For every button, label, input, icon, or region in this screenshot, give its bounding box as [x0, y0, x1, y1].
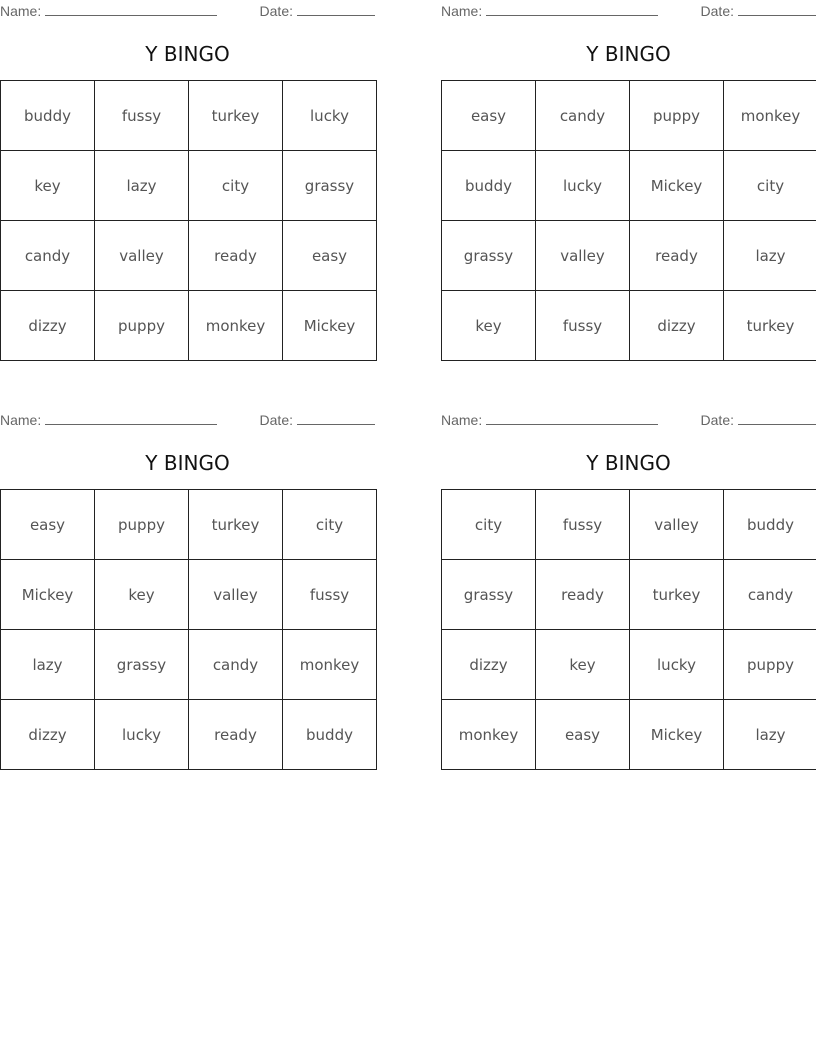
bingo-cell: valley	[95, 221, 189, 291]
bingo-cell: buddy	[442, 151, 536, 221]
name-field	[0, 411, 217, 428]
grid-row	[442, 490, 816, 560]
bingo-cell: grassy	[283, 151, 377, 221]
grid-row	[442, 560, 816, 630]
bingo-cell: candy	[1, 221, 95, 291]
name-blank-line	[45, 411, 217, 425]
name-label: Name:	[0, 412, 42, 428]
bingo-cell: lazy	[95, 151, 189, 221]
bingo-cell: easy	[1, 490, 95, 560]
bingo-cell: city	[283, 490, 377, 560]
bingo-cell: key	[536, 630, 630, 700]
card-header-row	[0, 409, 375, 431]
bingo-card-4	[441, 409, 816, 770]
bingo-cell: fussy	[283, 560, 377, 630]
bingo-cell: valley	[536, 221, 630, 291]
bingo-cell: dizzy	[1, 700, 95, 770]
bingo-cell: Mickey	[630, 151, 724, 221]
date-label: Date:	[259, 412, 293, 428]
name-label: Name:	[441, 3, 483, 19]
bingo-cell: easy	[283, 221, 377, 291]
date-label: Date:	[700, 3, 734, 19]
card-header-row	[0, 0, 375, 22]
bingo-grid	[441, 489, 816, 770]
grid-row	[1, 560, 377, 630]
bingo-cell: lazy	[724, 221, 816, 291]
bingo-cell: lazy	[724, 700, 816, 770]
name-blank-line	[45, 2, 217, 16]
date-label: Date:	[259, 3, 293, 19]
bingo-cell: candy	[724, 560, 816, 630]
bingo-cell: turkey	[630, 560, 724, 630]
grid-row	[442, 221, 816, 291]
grid-row	[442, 291, 816, 361]
date-blank-line	[738, 411, 816, 425]
grid-row	[1, 221, 377, 291]
bingo-cell: puppy	[724, 630, 816, 700]
grid-row	[1, 81, 377, 151]
bingo-cell: fussy	[536, 291, 630, 361]
name-label: Name:	[0, 3, 42, 19]
bingo-cell: easy	[536, 700, 630, 770]
bingo-cell: candy	[536, 81, 630, 151]
bingo-cell: fussy	[536, 490, 630, 560]
grid-row	[1, 630, 377, 700]
bingo-card-2	[441, 0, 816, 361]
bingo-cell: city	[724, 151, 816, 221]
bingo-cell: turkey	[189, 490, 283, 560]
bingo-cell: monkey	[724, 81, 816, 151]
bingo-cell: turkey	[189, 81, 283, 151]
bingo-cell: ready	[189, 221, 283, 291]
grid-row	[442, 700, 816, 770]
bingo-card-1	[0, 0, 375, 361]
bingo-cell: grassy	[95, 630, 189, 700]
bingo-cell: monkey	[283, 630, 377, 700]
card-title: Y BINGO	[586, 451, 671, 475]
bingo-cell: ready	[189, 700, 283, 770]
bingo-grid	[0, 489, 377, 770]
bingo-cell: key	[1, 151, 95, 221]
date-label: Date:	[700, 412, 734, 428]
grid-row	[1, 490, 377, 560]
bingo-cell: dizzy	[630, 291, 724, 361]
bingo-cell: candy	[189, 630, 283, 700]
bingo-cell: buddy	[724, 490, 816, 560]
card-title: Y BINGO	[145, 451, 230, 475]
bingo-cell: valley	[630, 490, 724, 560]
bingo-card-3	[0, 409, 375, 770]
bingo-cell: lucky	[630, 630, 724, 700]
bingo-cell: lucky	[95, 700, 189, 770]
bingo-cell: puppy	[95, 490, 189, 560]
card-header-row	[441, 409, 816, 431]
name-field	[441, 411, 658, 428]
date-field	[701, 2, 816, 19]
bingo-cell: ready	[536, 560, 630, 630]
name-blank-line	[486, 411, 658, 425]
name-label: Name:	[441, 412, 483, 428]
date-blank-line	[297, 2, 375, 16]
bingo-cell: valley	[189, 560, 283, 630]
bingo-cell: puppy	[95, 291, 189, 361]
date-blank-line	[297, 411, 375, 425]
bingo-cell: dizzy	[442, 630, 536, 700]
bingo-cell: buddy	[283, 700, 377, 770]
card-header-row	[441, 0, 816, 22]
name-field	[441, 2, 658, 19]
bingo-cell: Mickey	[630, 700, 724, 770]
date-field	[701, 411, 816, 428]
grid-row	[1, 151, 377, 221]
bingo-grid	[441, 80, 816, 361]
bingo-grid	[0, 80, 377, 361]
bingo-cell: grassy	[442, 560, 536, 630]
grid-row	[1, 700, 377, 770]
bingo-cell: monkey	[442, 700, 536, 770]
grid-row	[442, 81, 816, 151]
card-title: Y BINGO	[586, 42, 671, 66]
bingo-cell: key	[442, 291, 536, 361]
grid-row	[1, 291, 377, 361]
grid-row	[442, 630, 816, 700]
bingo-cell: key	[95, 560, 189, 630]
bingo-cell: city	[442, 490, 536, 560]
bingo-cell: lucky	[536, 151, 630, 221]
grid-row	[442, 151, 816, 221]
bingo-cell: Mickey	[1, 560, 95, 630]
bingo-cell: fussy	[95, 81, 189, 151]
date-field	[260, 2, 375, 19]
bingo-cell: ready	[630, 221, 724, 291]
date-field	[260, 411, 375, 428]
card-title: Y BINGO	[145, 42, 230, 66]
bingo-cell: lazy	[1, 630, 95, 700]
bingo-cell: city	[189, 151, 283, 221]
name-field	[0, 2, 217, 19]
bingo-cell: puppy	[630, 81, 724, 151]
name-blank-line	[486, 2, 658, 16]
bingo-cell: turkey	[724, 291, 816, 361]
bingo-cell: easy	[442, 81, 536, 151]
bingo-cell: buddy	[1, 81, 95, 151]
bingo-cell: grassy	[442, 221, 536, 291]
bingo-cell: Mickey	[283, 291, 377, 361]
bingo-cell: dizzy	[1, 291, 95, 361]
bingo-cell: lucky	[283, 81, 377, 151]
date-blank-line	[738, 2, 816, 16]
bingo-cell: monkey	[189, 291, 283, 361]
